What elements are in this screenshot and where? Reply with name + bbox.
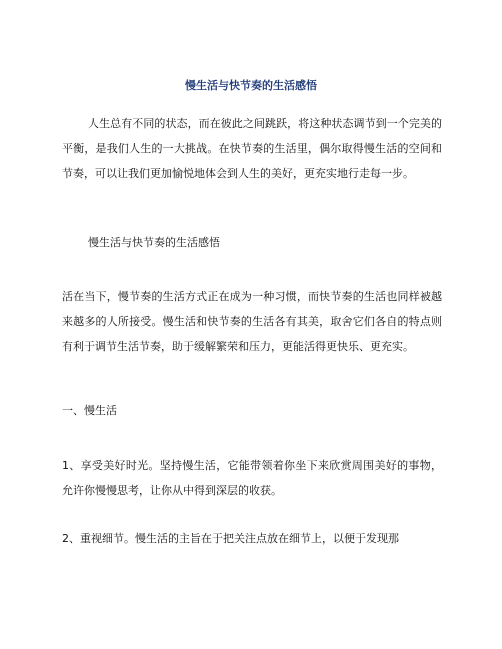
list-item-1: 1、享受美好时光。坚持慢生活，它能带领着你坐下来欣赏周围美好的事物，允许你慢慢思考，让你从中得到深层的收获。 [62,459,442,497]
intro-paragraph: 人生总有不同的状态，而在彼此之间跳跃，将这种状态调节到一个完美的平衡，是我们人生的一大挑战。在快节奏的生活里，偶尔取得慢生活的空间和节奏，可以让我们更加愉悦地体会到人生的美好，更充实地行走每一步。 [62,117,442,180]
subheading: 慢生活与快节奏的生活感悟 [88,236,220,249]
list-item-2: 2、重视细节。慢生活的主旨在于把关注点放在细节上，以便于发现那 [62,532,399,545]
section-heading-slow-life: 一、慢生活 [62,404,117,417]
paragraph-2: 活在当下，慢节奏的生活方式正在成为一种习惯，而快节奏的生活也同样被越来越多的人所接受。慢生活和快节奏的生活各有其美，取舍它们各自的特点则有利于调节生活节奏，助于缓解繁荣和压力，更能活得更快乐、更充实。 [62,290,442,353]
document-title: 慢生活与快节奏的生活感悟 [185,79,317,92]
